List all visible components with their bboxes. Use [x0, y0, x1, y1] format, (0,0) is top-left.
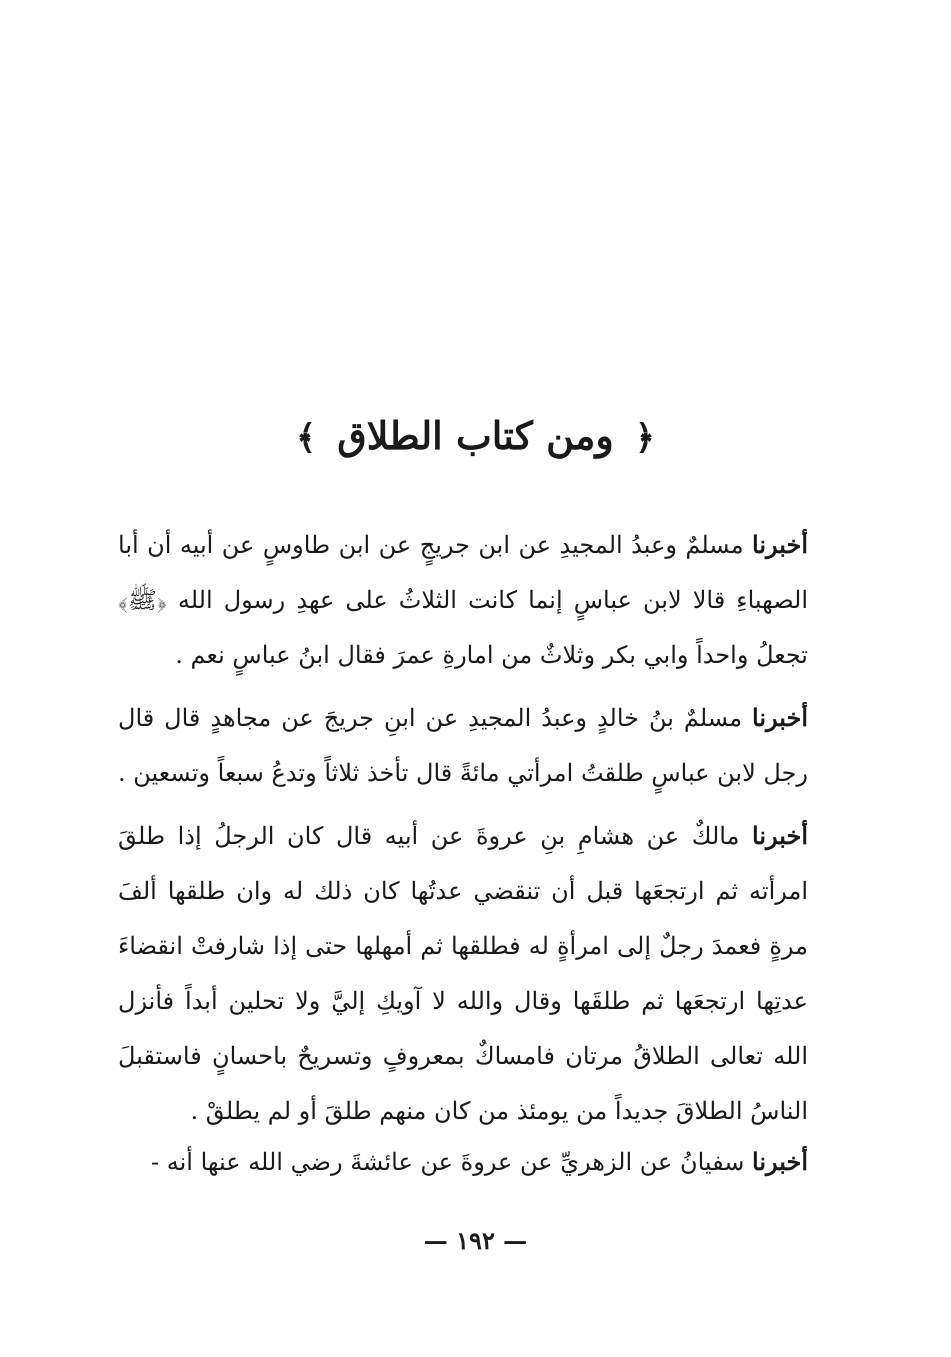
paragraph-text: مالكٌ عن هشامِ بنِ عروةَ عن أبيه قال كان الرجلُ إذا طلقَ امرأته ثم ارتجعَها قبل أن تنقضي عدتُها كان ذلك له وان طلقها ألفَ مرةٍ فعمدَ رجلٌ إلى امرأةٍ له فطلقها ثم أمهلها حتى إذا شارفتْ انقضاءَ عدتِها ارتجعَها ثم طلقَها وقال والله لا آويكِ إليَّ ولا تحلين أبداً فأنزل الله تعالى الطلاقُ مرتان فامساكٌ بمعروفٍ وتسريحٌ باحسانٍ فاستقبلَ الناسُ الطلاقَ جديداً من يومئذ من كان منهم طلقَ أو لم يطلقْ . — [118, 822, 808, 1125]
paragraph-lead: أخبرنا — [752, 530, 808, 559]
paragraph-lead: أخبرنا — [752, 703, 808, 732]
page-number: — ١٩٢ — — [423, 1226, 528, 1255]
paragraph-text: سفيانُ عن الزهريِّ عن عروةَ عن عائشةَ رضي الله عنها أنه - — [151, 1148, 753, 1176]
paragraph-text: مسلمٌ وعبدُ المجيدِ عن ابن جريجٍ عن ابن طاوسٍ عن أبيه أن أبا الصهباءِ قالا لابن عباسٍ إنما كانت الثلاثُ على عهدِ رسول الله ﴿ﷺ﴾ تجعلُ واحداً وابي بكر وثلاثٌ من امارةِ عمرَ فقال ابنُ عباسٍ نعم . — [118, 531, 808, 669]
ornament-bracket-left: ﴾ — [296, 418, 317, 458]
paragraph-text: مسلمٌ بنُ خالدٍ وعبدُ المجيدِ عن ابنِ جريجَ عن مجاهدٍ قال قال رجل لابن عباسٍ طلقتُ امرأتي مائةً قال تأخذ ثلاثاً وتدعُ سبعاً وتسعين . — [117, 704, 808, 787]
chapter-title — [0, 408, 951, 466]
paragraph-lead: أخبرنا — [752, 821, 808, 850]
paragraph-4 — [118, 1134, 808, 1190]
paragraph-2 — [118, 690, 808, 801]
ornament-bracket-right: ﴿ — [634, 418, 655, 458]
chapter-title-text: ومن كتاب الطلاق — [337, 413, 614, 458]
paragraph-lead: أخبرنا — [752, 1147, 808, 1176]
paragraph-1 — [118, 517, 808, 683]
paragraph-3 — [118, 808, 808, 1139]
